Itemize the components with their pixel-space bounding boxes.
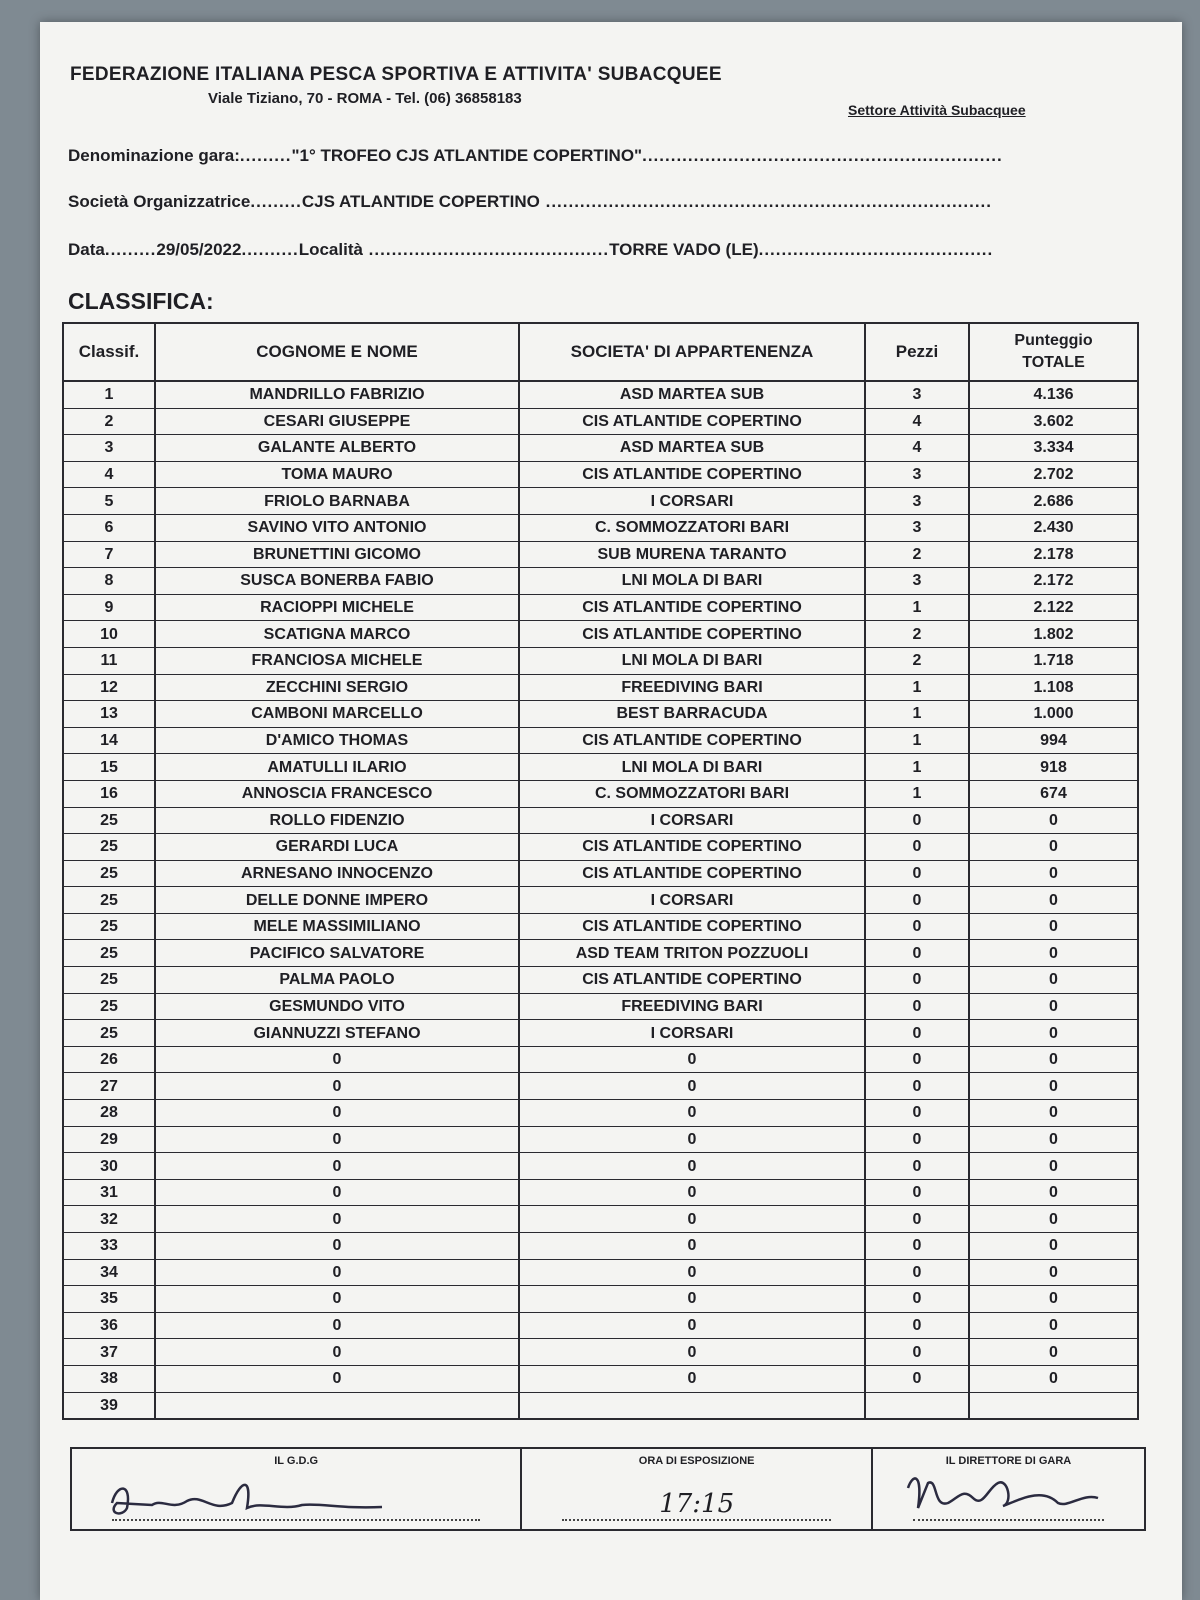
competitor-society: LNI MOLA DI BARI <box>519 647 865 674</box>
table-row <box>63 913 1138 940</box>
table-row <box>63 993 1138 1020</box>
total-score: 0 <box>969 807 1138 834</box>
competitor-name: 0 <box>155 1153 519 1180</box>
competitor-name: ANNOSCIA FRANCESCO <box>155 780 519 807</box>
rank-position: 30 <box>63 1153 155 1180</box>
competitor-society: CIS ATLANTIDE COPERTINO <box>519 860 865 887</box>
competitor-name: CESARI GIUSEPPE <box>155 408 519 435</box>
competitor-society: I CORSARI <box>519 807 865 834</box>
rank-position: 37 <box>63 1339 155 1366</box>
exposure-time-value: 17:15 <box>659 1489 735 1519</box>
federation-address: Viale Tiziano, 70 - ROMA - Tel. (06) 36858183 <box>208 90 522 107</box>
document-sheet <box>40 22 1182 1600</box>
pieces-count: 3 <box>865 488 969 515</box>
rank-position: 31 <box>63 1179 155 1206</box>
competitor-society: CIS ATLANTIDE COPERTINO <box>519 461 865 488</box>
header-position: Classif. <box>63 323 155 381</box>
total-score: 994 <box>969 727 1138 754</box>
competitor-name: AMATULLI ILARIO <box>155 754 519 781</box>
rank-position: 25 <box>63 834 155 861</box>
pieces-count: 0 <box>865 1046 969 1073</box>
rank-position: 1 <box>63 381 155 408</box>
competitor-name: SCATIGNA MARCO <box>155 621 519 648</box>
table-row <box>63 1020 1138 1047</box>
pieces-count: 0 <box>865 887 969 914</box>
rank-position: 29 <box>63 1126 155 1153</box>
competitor-society: I CORSARI <box>519 488 865 515</box>
competitor-society: CIS ATLANTIDE COPERTINO <box>519 834 865 861</box>
table-row <box>63 1126 1138 1153</box>
pieces-count: 1 <box>865 594 969 621</box>
total-score: 0 <box>969 1153 1138 1180</box>
total-score: 0 <box>969 1233 1138 1260</box>
total-score: 0 <box>969 834 1138 861</box>
rank-position: 25 <box>63 993 155 1020</box>
competitor-society: 0 <box>519 1259 865 1286</box>
total-score: 0 <box>969 1126 1138 1153</box>
header-name: COGNOME E NOME <box>155 323 519 381</box>
ranking-table <box>62 322 1139 1420</box>
competitor-society: 0 <box>519 1206 865 1233</box>
competitor-name: 0 <box>155 1100 519 1127</box>
total-score: 0 <box>969 1365 1138 1392</box>
competitor-name: 0 <box>155 1126 519 1153</box>
competitor-name: ROLLO FIDENZIO <box>155 807 519 834</box>
pieces-count: 0 <box>865 1179 969 1206</box>
federation-title: FEDERAZIONE ITALIANA PESCA SPORTIVA E ATTIVITA' SUBACQUEE <box>70 64 722 85</box>
total-score: 0 <box>969 1020 1138 1047</box>
competitor-name: 0 <box>155 1365 519 1392</box>
rank-position: 2 <box>63 408 155 435</box>
table-row <box>63 514 1138 541</box>
competitor-name: FRIOLO BARNABA <box>155 488 519 515</box>
competitor-name: ARNESANO INNOCENZO <box>155 860 519 887</box>
competitor-society: 0 <box>519 1153 865 1180</box>
table-row <box>63 1153 1138 1180</box>
total-score: 2.172 <box>969 568 1138 595</box>
rank-position: 7 <box>63 541 155 568</box>
table-row <box>63 381 1138 408</box>
total-score: 0 <box>969 1312 1138 1339</box>
pieces-count: 0 <box>865 1339 969 1366</box>
pieces-count <box>865 1392 969 1419</box>
total-score: 0 <box>969 1073 1138 1100</box>
total-score: 918 <box>969 754 1138 781</box>
pieces-count: 0 <box>865 1153 969 1180</box>
organizer-line: Società Organizzatrice.........CJS ATLANTIDE COPERTINO .............................................................................. <box>68 192 993 211</box>
pieces-count: 1 <box>865 780 969 807</box>
competitor-society: CIS ATLANTIDE COPERTINO <box>519 967 865 994</box>
competitor-society: SUB MURENA TARANTO <box>519 541 865 568</box>
table-row <box>63 674 1138 701</box>
competitor-name: GALANTE ALBERTO <box>155 435 519 462</box>
competitor-name: MELE MASSIMILIANO <box>155 913 519 940</box>
table-row <box>63 967 1138 994</box>
table-row <box>63 1046 1138 1073</box>
table-row <box>63 701 1138 728</box>
competition-name-line: Denominazione gara:........."1° TROFEO CJS ATLANTIDE COPERTINO"............................................................... <box>68 146 1003 165</box>
competitor-name: ZECCHINI SERGIO <box>155 674 519 701</box>
table-row <box>63 647 1138 674</box>
pieces-count: 1 <box>865 674 969 701</box>
rank-position: 35 <box>63 1286 155 1313</box>
total-score: 0 <box>969 913 1138 940</box>
competitor-name: BRUNETTINI GICOMO <box>155 541 519 568</box>
total-score: 2.122 <box>969 594 1138 621</box>
classifica-title: CLASSIFICA: <box>68 288 214 314</box>
total-score: 3.602 <box>969 408 1138 435</box>
pieces-count: 3 <box>865 461 969 488</box>
header-total-score-line2: TOTALE <box>1022 354 1085 371</box>
total-score: 0 <box>969 887 1138 914</box>
total-score: 0 <box>969 1259 1138 1286</box>
header-total-score-line1: Punteggio <box>1014 332 1093 349</box>
table-row <box>63 568 1138 595</box>
rank-position: 11 <box>63 647 155 674</box>
rank-position: 14 <box>63 727 155 754</box>
table-row <box>63 1073 1138 1100</box>
table-row <box>63 1286 1138 1313</box>
competitor-name: 0 <box>155 1286 519 1313</box>
pieces-count: 3 <box>865 381 969 408</box>
competitor-name: RACIOPPI MICHELE <box>155 594 519 621</box>
pieces-count: 0 <box>865 1073 969 1100</box>
rank-position: 25 <box>63 860 155 887</box>
competitor-name: GESMUNDO VITO <box>155 993 519 1020</box>
table-row <box>63 940 1138 967</box>
date-location-line: Data.........29/05/2022..........Località ..........................................TORRE VADO (LE)......................................... <box>68 240 994 259</box>
table-row <box>63 834 1138 861</box>
pieces-count: 0 <box>865 807 969 834</box>
exposure-dotted-line <box>562 1519 831 1521</box>
pieces-count: 1 <box>865 701 969 728</box>
competitor-society: CIS ATLANTIDE COPERTINO <box>519 913 865 940</box>
rank-position: 8 <box>63 568 155 595</box>
rank-position: 9 <box>63 594 155 621</box>
competitor-society: FREEDIVING BARI <box>519 993 865 1020</box>
competitor-name: SAVINO VITO ANTONIO <box>155 514 519 541</box>
rank-position: 3 <box>63 435 155 462</box>
rank-position: 36 <box>63 1312 155 1339</box>
rank-position: 38 <box>63 1365 155 1392</box>
competitor-society <box>519 1392 865 1419</box>
table-row <box>63 1100 1138 1127</box>
pieces-count: 0 <box>865 1233 969 1260</box>
competitor-name: 0 <box>155 1073 519 1100</box>
competition-name-label: Denominazione gara: <box>68 146 240 165</box>
competitor-name: PALMA PAOLO <box>155 967 519 994</box>
competitor-society: C. SOMMOZZATORI BARI <box>519 780 865 807</box>
competitor-society: C. SOMMOZZATORI BARI <box>519 514 865 541</box>
gdg-dotted-line <box>112 1519 480 1521</box>
rank-position: 39 <box>63 1392 155 1419</box>
competitor-name: DELLE DONNE IMPERO <box>155 887 519 914</box>
total-score <box>969 1392 1138 1419</box>
rank-position: 33 <box>63 1233 155 1260</box>
competitor-society: ASD MARTEA SUB <box>519 435 865 462</box>
director-label: IL DIRETTORE DI GARA <box>945 1455 1072 1467</box>
competitor-society: 0 <box>519 1126 865 1153</box>
competitor-society: ASD MARTEA SUB <box>519 381 865 408</box>
total-score: 1.108 <box>969 674 1138 701</box>
competitor-society: LNI MOLA DI BARI <box>519 568 865 595</box>
competitor-name: CAMBONI MARCELLO <box>155 701 519 728</box>
competitor-society: CIS ATLANTIDE COPERTINO <box>519 621 865 648</box>
header-pieces: Pezzi <box>865 323 969 381</box>
rank-position: 25 <box>63 940 155 967</box>
competitor-society: I CORSARI <box>519 1020 865 1047</box>
exposure-time-label: ORA DI ESPOSIZIONE <box>638 1455 755 1467</box>
ranking-body <box>63 381 1138 1419</box>
competitor-society: 0 <box>519 1100 865 1127</box>
total-score: 1.718 <box>969 647 1138 674</box>
pieces-count: 4 <box>865 408 969 435</box>
table-row <box>63 1179 1138 1206</box>
competitor-name: MANDRILLO FABRIZIO <box>155 381 519 408</box>
organizer-label: Società Organizzatrice <box>68 192 251 211</box>
director-dotted-line <box>913 1519 1104 1521</box>
competitor-name <box>155 1392 519 1419</box>
gdg-signature-cell <box>72 1449 522 1529</box>
total-score: 0 <box>969 967 1138 994</box>
total-score: 0 <box>969 940 1138 967</box>
pieces-count: 0 <box>865 1206 969 1233</box>
competitor-society: CIS ATLANTIDE COPERTINO <box>519 408 865 435</box>
rank-position: 25 <box>63 807 155 834</box>
director-signature <box>893 1468 1123 1523</box>
pieces-count: 0 <box>865 1020 969 1047</box>
table-row <box>63 860 1138 887</box>
rank-position: 13 <box>63 701 155 728</box>
pieces-count: 0 <box>865 993 969 1020</box>
location-value: TORRE VADO (LE) <box>609 240 759 259</box>
pieces-count: 0 <box>865 1286 969 1313</box>
rank-position: 34 <box>63 1259 155 1286</box>
competitor-name: 0 <box>155 1339 519 1366</box>
table-row <box>63 754 1138 781</box>
table-row <box>63 461 1138 488</box>
total-score: 0 <box>969 1046 1138 1073</box>
table-row <box>63 621 1138 648</box>
competitor-name: 0 <box>155 1179 519 1206</box>
pieces-count: 0 <box>865 1126 969 1153</box>
competitor-name: D'AMICO THOMAS <box>155 727 519 754</box>
competitor-name: GERARDI LUCA <box>155 834 519 861</box>
competitor-name: 0 <box>155 1312 519 1339</box>
table-row <box>63 887 1138 914</box>
competitor-society: CIS ATLANTIDE COPERTINO <box>519 727 865 754</box>
competitor-society: I CORSARI <box>519 887 865 914</box>
total-score: 2.702 <box>969 461 1138 488</box>
competitor-society: 0 <box>519 1233 865 1260</box>
table-row <box>63 408 1138 435</box>
competitor-name: 0 <box>155 1206 519 1233</box>
header-society: SOCIETA' DI APPARTENENZA <box>519 323 865 381</box>
table-row <box>63 1339 1138 1366</box>
table-row <box>63 1392 1138 1419</box>
competitor-society: 0 <box>519 1179 865 1206</box>
pieces-count: 2 <box>865 647 969 674</box>
rank-position: 25 <box>63 913 155 940</box>
competitor-name: 0 <box>155 1259 519 1286</box>
total-score: 1.000 <box>969 701 1138 728</box>
table-row <box>63 488 1138 515</box>
header-total-score <box>969 323 1138 381</box>
organizer-value: CJS ATLANTIDE COPERTINO <box>301 192 540 211</box>
pieces-count: 1 <box>865 754 969 781</box>
rank-position: 25 <box>63 1020 155 1047</box>
pieces-count: 2 <box>865 541 969 568</box>
pieces-count: 3 <box>865 514 969 541</box>
total-score: 2.178 <box>969 541 1138 568</box>
total-score: 0 <box>969 860 1138 887</box>
total-score: 2.430 <box>969 514 1138 541</box>
total-score: 0 <box>969 1179 1138 1206</box>
table-row <box>63 435 1138 462</box>
competitor-society: 0 <box>519 1286 865 1313</box>
pieces-count: 0 <box>865 834 969 861</box>
competitor-society: 0 <box>519 1046 865 1073</box>
pieces-count: 0 <box>865 1312 969 1339</box>
competition-name-value: "1° TROFEO CJS ATLANTIDE COPERTINO" <box>291 146 643 165</box>
table-row <box>63 727 1138 754</box>
pieces-count: 0 <box>865 860 969 887</box>
rank-position: 6 <box>63 514 155 541</box>
date-value: 29/05/2022 <box>156 240 242 259</box>
pieces-count: 0 <box>865 940 969 967</box>
rank-position: 5 <box>63 488 155 515</box>
competitor-name: FRANCIOSA MICHELE <box>155 647 519 674</box>
rank-position: 4 <box>63 461 155 488</box>
table-row <box>63 541 1138 568</box>
rank-position: 16 <box>63 780 155 807</box>
total-score: 0 <box>969 1339 1138 1366</box>
table-row <box>63 1312 1138 1339</box>
competitor-society: FREEDIVING BARI <box>519 674 865 701</box>
table-header-row <box>63 323 1138 381</box>
location-label: Località <box>298 240 363 259</box>
competitor-name: GIANNUZZI STEFANO <box>155 1020 519 1047</box>
pieces-count: 3 <box>865 568 969 595</box>
competitor-society: ASD TEAM TRITON POZZUOLI <box>519 940 865 967</box>
total-score: 0 <box>969 1100 1138 1127</box>
rank-position: 12 <box>63 674 155 701</box>
rank-position: 10 <box>63 621 155 648</box>
competitor-society: BEST BARRACUDA <box>519 701 865 728</box>
competitor-name: 0 <box>155 1046 519 1073</box>
competitor-society: CIS ATLANTIDE COPERTINO <box>519 594 865 621</box>
competitor-society: 0 <box>519 1339 865 1366</box>
total-score: 4.136 <box>969 381 1138 408</box>
rank-position: 27 <box>63 1073 155 1100</box>
total-score: 0 <box>969 1206 1138 1233</box>
gdg-label: IL G.D.G <box>274 1455 319 1467</box>
total-score: 674 <box>969 780 1138 807</box>
competitor-society: 0 <box>519 1073 865 1100</box>
sector-label: Settore Attività Subacquee <box>848 102 1026 118</box>
total-score: 0 <box>969 1286 1138 1313</box>
exposure-time-cell <box>522 1449 873 1529</box>
total-score: 0 <box>969 993 1138 1020</box>
table-row <box>63 1259 1138 1286</box>
rank-position: 28 <box>63 1100 155 1127</box>
signature-box <box>70 1447 1146 1531</box>
pieces-count: 0 <box>865 1365 969 1392</box>
competitor-name: SUSCA BONERBA FABIO <box>155 568 519 595</box>
total-score: 3.334 <box>969 435 1138 462</box>
competitor-name: PACIFICO SALVATORE <box>155 940 519 967</box>
date-label: Data <box>68 240 105 259</box>
table-row <box>63 1365 1138 1392</box>
competitor-society: LNI MOLA DI BARI <box>519 754 865 781</box>
pieces-count: 4 <box>865 435 969 462</box>
total-score: 2.686 <box>969 488 1138 515</box>
table-row <box>63 1206 1138 1233</box>
pieces-count: 0 <box>865 967 969 994</box>
competitor-society: 0 <box>519 1312 865 1339</box>
pieces-count: 0 <box>865 1100 969 1127</box>
gdg-signature <box>92 1473 412 1523</box>
competitor-name: 0 <box>155 1233 519 1260</box>
competitor-society: 0 <box>519 1365 865 1392</box>
pieces-count: 1 <box>865 727 969 754</box>
rank-position: 32 <box>63 1206 155 1233</box>
table-row <box>63 594 1138 621</box>
competitor-name: TOMA MAURO <box>155 461 519 488</box>
rank-position: 25 <box>63 887 155 914</box>
table-row <box>63 807 1138 834</box>
table-row <box>63 1233 1138 1260</box>
rank-position: 15 <box>63 754 155 781</box>
rank-position: 26 <box>63 1046 155 1073</box>
pieces-count: 0 <box>865 1259 969 1286</box>
director-signature-cell <box>873 1449 1144 1529</box>
pieces-count: 2 <box>865 621 969 648</box>
total-score: 1.802 <box>969 621 1138 648</box>
table-row <box>63 780 1138 807</box>
rank-position: 25 <box>63 967 155 994</box>
pieces-count: 0 <box>865 913 969 940</box>
